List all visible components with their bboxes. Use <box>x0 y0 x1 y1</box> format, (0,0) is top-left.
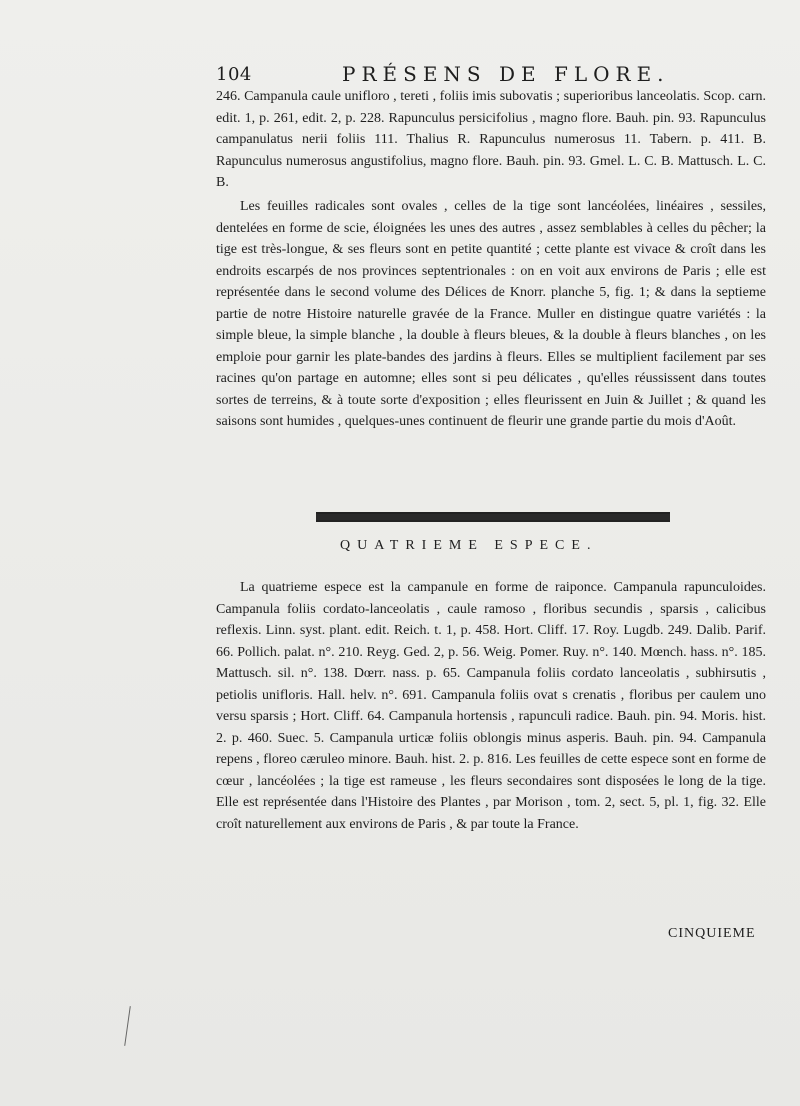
entry-246-description <box>216 196 766 433</box>
description-paragraph: Les feuilles radicales sont ovales , celles de la tige sont lancéolées, linéaires , sessiles, dentelées en forme de scie, éloignées les unes des autres , assez semblables à celles du pêcher; la tige est très-longue, & ses fleurs sont en petite quantité ; cette plante est vivace & croît dans les endroits escarpés de nos provinces septentrionales : on en voit aux environs de Paris ; elle est représentée dans le second volume des Délices de Knorr. planche 5, fig. 1; & dans la septieme partie de notre Histoire naturelle gravée de la France. Muller en distingue quatre variétés : la simple bleue, la simple blanche , la double à fleurs bleues, & la double à fleurs blanches , on les emploie pour garnir les plate-bandes des jardins à fleurs. Elles se multiplient facilement par ses racines qu'on partage en automne; elles sont si peu délicates , qu'elles réussissent dans toutes sortes de terreins, & à toute sorte d'exposition ; elles fleurissent en Juin & Juillet ; & quand les saisons sont humides , quelques-unes continuent de fleurir une grande partie du mois d'Août. <box>216 199 766 429</box>
page-number: 104 <box>216 64 252 85</box>
entry-246-synonymy <box>216 86 766 194</box>
running-title: PRÉSENS DE FLORE. <box>342 62 670 86</box>
catchword: CINQUIEME <box>668 926 756 941</box>
entry-quatrieme-espece <box>216 577 766 835</box>
section-divider-rule <box>316 512 670 522</box>
quatrieme-paragraph: La quatrieme espece est la campanule en forme de raiponce. Campanula rapunculoides. Campanula foliis cordato-lanceolatis , caule ramoso , floribus secundis , sparsis , calicibus reflexis. Linn. syst. plant. edit. Reich. t. 1, p. 458. Hort. Cliff. 17. Roy. Lugdb. 249. Dalib. Parif. 66. Pollich. palat. n°. 210. Reyg. Ged. 2, p. 56. Weig. Pomer. Ruy. n°. 140. Mœnch. hass. n°. 185. Mattusch. sil. n°. 138. Dœrr. nass. p. 65. Campanula foliis cordato lanceolatis , subhirsutis , petiolis unifloris. Hall. helv. n°. 691. Campanula foliis ovat s crenatis , floribus per caulem uno versu sparsis ; Hort. Cliff. 64. Campanula hortensis , rapunculi radice. Bauh. pin. 94. Moris. hist. 2. p. 460. Suec. 5. Campanula urticæ foliis oblongis minus asperis. Bauh. pin. 94. Campanula repens , floreo cæruleo minore. Bauh. hist. 2. p. 816. Les feuilles de cette espece sont en forme de cœur , lancéolées ; la tige est rameuse , les fleurs secondaires sont disposées le long de la tige. Elle est représentée dans l'Histoire des Plantes , par Morison , tom. 2, sect. 5, pl. 1, fig. 32. Elle croît naturellement aux environs de Paris , & par toute la France. <box>216 580 766 832</box>
pencil-mark <box>124 1006 131 1046</box>
section-heading: QUATRIEME ESPECE. <box>340 538 598 553</box>
synonymy-paragraph: 246. Campanula caule unifloro , tereti , foliis imis subovatis ; superioribus lanceolatis. Scop. carn. edit. 1, p. 261, edit. 2, p. 228. Rapunculus persicifolius , magno flore. Bauh. pin. 93. Rapunculus campanulatus nerii foliis 111. Thalius R. Rapunculus numerosus 11. Tabern. p. 411. B. Rapunculus numerosus angustifolius, magno flore. Bauh. pin. 93. Gmel. L. C. B. Mattusch. L. C. B. <box>216 89 766 190</box>
